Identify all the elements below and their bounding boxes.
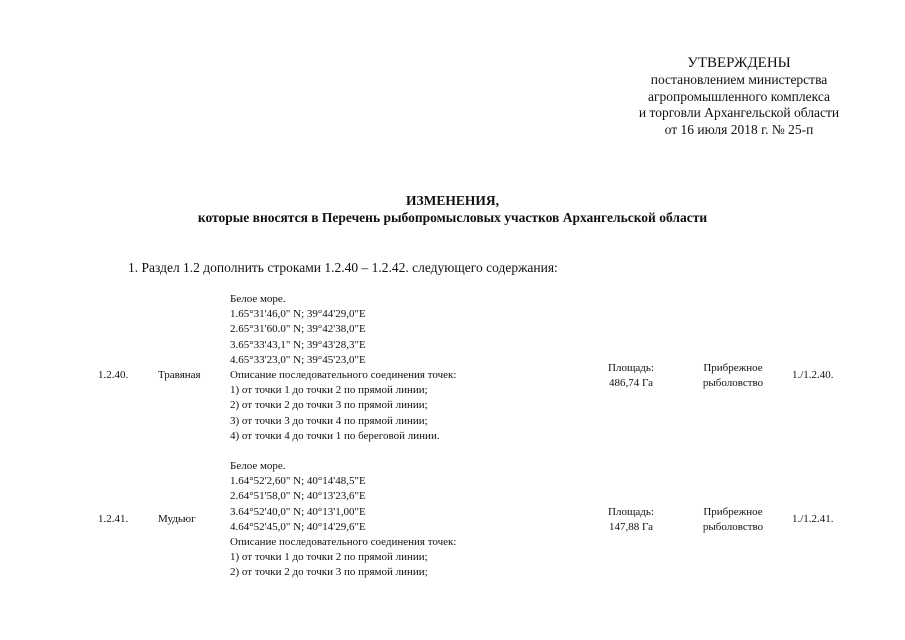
document-subtitle: которые вносятся в Перечень рыбопромысловых участков Архангельской области (197, 210, 708, 225)
point-coordinate: 4.64°52'45,0" N; 40°14'29,6"E (230, 520, 366, 533)
sea-name: Белое море. (230, 460, 286, 472)
area-label: Площадь: (608, 362, 654, 374)
row-number: 1.2.41. (98, 513, 129, 525)
site-name: Мудьюг (158, 513, 196, 525)
row-code: 1./1.2.41. (792, 513, 834, 525)
site-name: Травяная (158, 369, 201, 381)
approval-line: агропромышленного комплекса (648, 88, 830, 104)
connection-title: Описание последовательного соединения точек: (230, 369, 457, 382)
fishing-kind-line: рыболовство (702, 521, 764, 534)
connection-line: 4) от точки 4 до точки 1 по береговой линии. (230, 429, 440, 442)
fishing-kind (688, 505, 778, 535)
fishing-kind-line: Прибрежное (703, 362, 763, 374)
area-cell (591, 361, 671, 391)
document-heading (0, 192, 905, 226)
connection-line: 2) от точки 2 до точки 3 по прямой линии; (230, 399, 428, 412)
document-title: ИЗМЕНЕНИЯ, (405, 193, 499, 208)
area-value: 486,74 Га (609, 377, 653, 390)
approval-block (600, 55, 878, 138)
approval-title: УТВЕРЖДЕНЫ (687, 55, 791, 71)
point-coordinate: 2.64°51'58,0" N; 40°13'23,6"E (230, 490, 366, 503)
point-coordinate: 4.65°33'23,0" N; 39°45'23,0"E (230, 353, 366, 366)
approval-line: постановлением министерства (650, 72, 828, 87)
row-code: 1./1.2.40. (792, 369, 834, 381)
point-coordinate: 2.65°31'60.0" N; 39°42'38,0"E (230, 323, 366, 336)
row-number: 1.2.40. (98, 369, 129, 381)
point-coordinate: 3.65°33'43,1" N; 39°43'28,3"E (230, 338, 366, 351)
point-coordinate: 1.64°52'2,60" N; 40°14'48,5"E (230, 475, 366, 488)
connection-line: 1) от точки 1 до точки 2 по прямой линии; (230, 384, 428, 397)
area-label: Площадь: (608, 506, 654, 518)
area-cell (591, 505, 671, 535)
area-value: 147,88 Га (609, 521, 653, 534)
connection-line: 3) от точки 3 до точки 4 по прямой линии; (230, 414, 428, 427)
point-coordinate: 3.64°52'40,0" N; 40°13'1,00"E (230, 505, 366, 518)
connection-line: 1) от точки 1 до точки 2 по прямой линии; (230, 551, 428, 564)
fishing-kind-line: Прибрежное (703, 506, 763, 518)
site-description (230, 292, 456, 444)
sea-name: Белое море. (230, 293, 286, 305)
site-description (230, 459, 456, 581)
approval-line: от 16 июля 2018 г. № 25-п (664, 121, 814, 137)
connection-title: Описание последовательного соединения точек: (230, 536, 457, 549)
fishing-kind-line: рыболовство (702, 377, 764, 390)
approval-line: и торговли Архангельской области (638, 105, 840, 120)
intro-paragraph: 1. Раздел 1.2 дополнить строками 1.2.40 – 1.2.42. следующего содержания: (128, 260, 558, 275)
connection-line: 2) от точки 2 до точки 3 по прямой линии; (230, 566, 428, 579)
point-coordinate: 1.65°31'46,0" N; 39°44'29,0"E (230, 308, 366, 321)
fishing-kind (688, 361, 778, 391)
